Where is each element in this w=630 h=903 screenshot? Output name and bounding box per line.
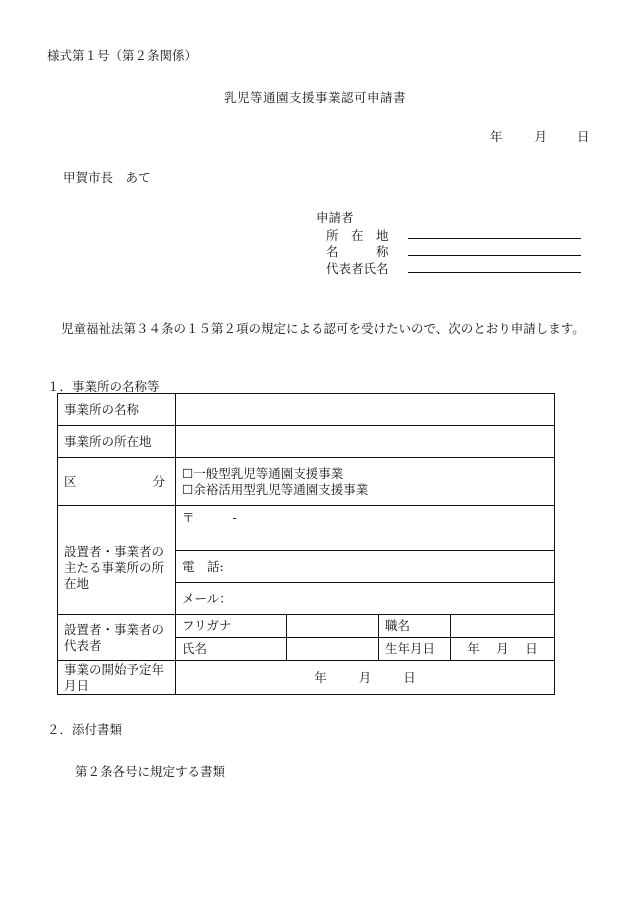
applicant-address-field[interactable] <box>408 238 581 239</box>
section2-body: 第２条各号に規定する書類 <box>75 764 226 779</box>
start-day-label: 日 <box>403 669 416 685</box>
start-year-label: 年 <box>314 669 327 685</box>
form-number: 様式第１号（第２条関係） <box>47 48 198 63</box>
facility-name-label: 事業所の名称 <box>58 394 176 426</box>
start-date-label: 事業の開始予定年月日 <box>58 661 176 695</box>
section1-heading: １．事業所の名称等 <box>47 379 160 394</box>
category-option-general[interactable]: ☐一般型乳児等通園支援事業 <box>182 465 344 481</box>
facility-address-field[interactable] <box>176 426 555 458</box>
representative-label: 設置者・事業者の代表者 <box>58 615 176 661</box>
birthdate-field[interactable]: 年 月 日 <box>451 638 555 661</box>
applicant-name-field[interactable] <box>408 255 581 256</box>
furigana-field[interactable] <box>287 615 379 638</box>
applicant-name-row <box>326 242 398 260</box>
date-year-label: 年 <box>490 129 503 144</box>
facility-info-table <box>57 393 555 695</box>
category-options <box>176 458 555 506</box>
position-label: 職名 <box>379 615 451 638</box>
document-title: 乳児等通園支援事業認可申請書 <box>223 90 406 105</box>
applicant-address-label: 所 在 地 <box>326 228 389 243</box>
date-day-label: 日 <box>577 129 590 144</box>
section2-heading: ２．添付書類 <box>47 722 123 737</box>
postal-dash: - <box>232 510 237 525</box>
applicant-rep-row <box>326 259 398 277</box>
category-label <box>58 458 176 506</box>
start-month-label: 月 <box>358 669 372 685</box>
addressee: 甲賀市長 あて <box>63 170 151 185</box>
name-field[interactable] <box>287 638 379 661</box>
position-field[interactable] <box>451 615 555 638</box>
applicant-heading: 申請者 <box>316 210 354 225</box>
start-date-field[interactable] <box>176 661 555 695</box>
body-text: 児童福祉法第３４条の１５第２項の規定による認可を受けたいので、次のとおり申請します。 <box>61 321 585 336</box>
furigana-label: フリガナ <box>176 615 287 638</box>
phone-label: 電 話: <box>182 558 224 574</box>
main-office-label: 設置者・事業者の主たる事業所の所在地 <box>58 506 176 615</box>
name-label: 氏名 <box>176 638 287 661</box>
date-month-label: 月 <box>534 129 548 144</box>
applicant-rep-field[interactable] <box>408 272 581 273</box>
birthdate-label: 生年月日 <box>379 638 451 661</box>
category-label-left: 区 <box>64 473 77 489</box>
postal-mark: 〒 <box>182 510 195 525</box>
category-option-surplus[interactable]: ☐余裕活用型乳児等通園支援事業 <box>182 481 369 497</box>
facility-address-label: 事業所の所在地 <box>58 426 176 458</box>
applicant-name-label: 名 称 <box>326 244 389 259</box>
applicant-rep-label: 代表者氏名 <box>326 261 389 276</box>
phone-field[interactable] <box>176 551 555 583</box>
facility-name-field[interactable] <box>176 394 555 426</box>
application-date <box>490 127 590 145</box>
postal-code-field[interactable] <box>176 506 555 551</box>
category-label-right: 分 <box>152 473 165 489</box>
email-field[interactable] <box>176 583 555 615</box>
email-label: メール： <box>182 590 232 606</box>
